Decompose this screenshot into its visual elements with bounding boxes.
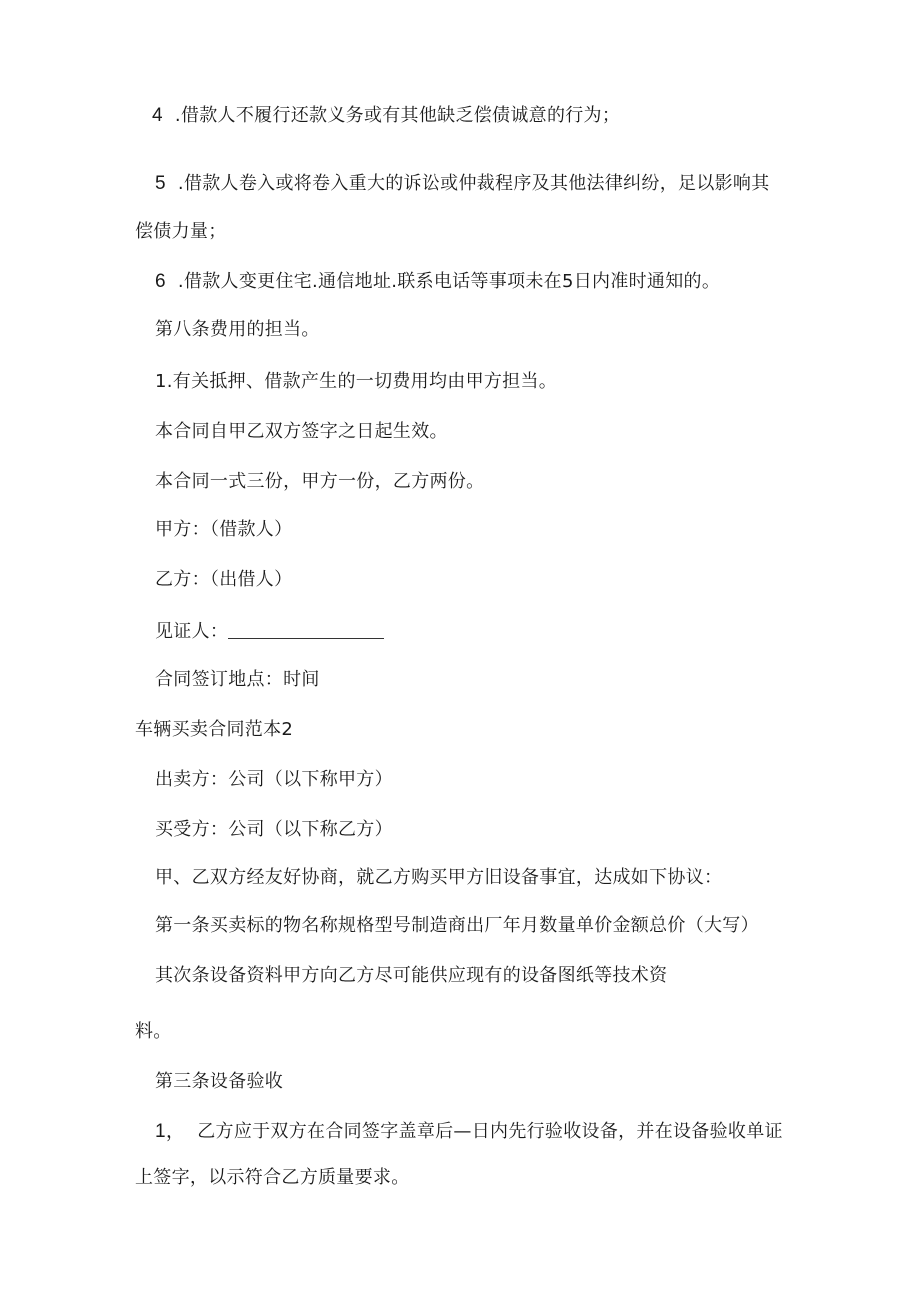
clause-text: 本合同自甲乙双方签字之日起生效。 — [155, 421, 448, 442]
clause-number: 1， — [155, 1121, 186, 1142]
article-3-heading — [155, 1070, 283, 1094]
party-label: 乙方：（出借人） — [155, 569, 293, 590]
clause-text: 1.有关抵押、借款产生的一切费用均由甲方担当。 — [155, 371, 558, 392]
article-heading-text: 第八条费用的担当。 — [155, 319, 320, 340]
article-8-item-1 — [155, 370, 557, 394]
clause-number: 5 — [155, 173, 166, 194]
clause-text: 料。 — [135, 1021, 172, 1042]
article-2-continued — [135, 1020, 172, 1044]
party-b-signature — [155, 568, 292, 592]
party-label: 买受方：公司（以下称乙方） — [155, 819, 393, 840]
clause-text: 其次条设备资料甲方向乙方尽可能供应现有的设备图纸等技术资 — [155, 965, 668, 986]
clause-text: 偿债力量； — [135, 221, 227, 242]
clause-text: .借款人变更住宅.通信地址.联系电话等事项未在5日内准时通知的。 — [165, 271, 721, 292]
article-2 — [155, 964, 667, 988]
buyer-line — [155, 818, 393, 842]
seller-line — [155, 768, 393, 792]
clause-text: 本合同一式三份，甲方一份，乙方两份。 — [155, 471, 485, 492]
article-3-item-1 — [155, 1120, 783, 1144]
article-8-heading — [155, 318, 320, 342]
clause-item-4 — [152, 104, 620, 128]
effective-clause — [155, 420, 448, 444]
party-label: 甲方：（借款人） — [155, 519, 293, 540]
article-3-item-1-continued — [135, 1166, 410, 1190]
clause-item-5-continued — [135, 220, 227, 244]
section-title — [135, 718, 293, 742]
article-1 — [155, 914, 759, 938]
clause-text: .借款人不履行还款义务或有其他缺乏偿债诚意的行为； — [162, 105, 621, 126]
copies-clause — [155, 470, 484, 494]
signing-place-time — [155, 668, 320, 692]
clause-text: 甲、乙双方经友好协商，就乙方购买甲方旧设备事宜，达成如下协议： — [155, 867, 723, 888]
party-a-signature — [155, 518, 292, 542]
clause-text: 上签字，以示符合乙方质量要求。 — [135, 1167, 410, 1188]
clause-text: .借款人卷入或将卷入重大的诉讼或仲裁程序及其他法律纠纷，足以影响其 — [165, 173, 770, 194]
clause-text: 合同签订地点：时间 — [155, 669, 320, 690]
clause-text: 乙方应于双方在合同签字盖章后—日内先行验收设备，并在设备验收单证 — [185, 1121, 783, 1142]
article-heading-text: 第三条设备验收 — [155, 1071, 284, 1092]
clause-number: 6 — [155, 271, 166, 292]
agreement-intro — [155, 866, 722, 890]
witness-blank-line — [228, 620, 384, 639]
clause-number: 4 — [152, 105, 163, 126]
clause-text: 第一条买卖标的物名称规格型号制造商出厂年月数量单价金额总价（大写） — [155, 915, 759, 936]
clause-item-6 — [155, 270, 720, 294]
section-title-text: 车辆买卖合同范本2 — [135, 719, 294, 740]
party-label: 出卖方：公司（以下称甲方） — [155, 769, 393, 790]
witness-signature — [155, 620, 384, 644]
witness-label: 见证人： — [155, 621, 229, 642]
clause-item-5 — [155, 172, 770, 196]
